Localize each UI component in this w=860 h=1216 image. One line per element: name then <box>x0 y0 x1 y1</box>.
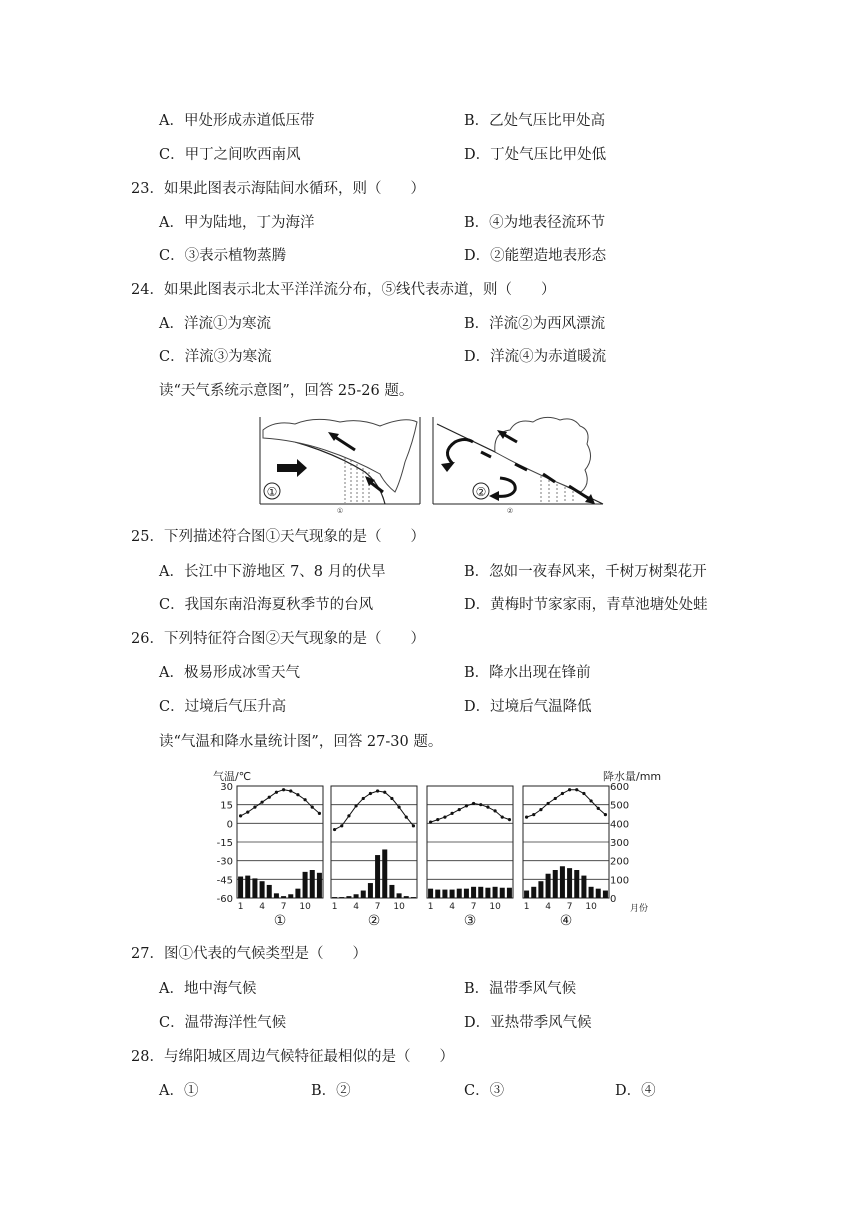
precipitation-bar <box>581 876 586 898</box>
month-tick-label: 10 <box>489 902 501 912</box>
precipitation-axis-title: 降水量/mm <box>603 770 662 783</box>
month-tick-label: 10 <box>585 902 597 912</box>
temperature-point <box>554 797 557 800</box>
q25-option-d: D．黄梅时节家家雨，青草池塘处处蛙 <box>464 597 708 613</box>
precipitation-tick-label: 300 <box>610 838 630 849</box>
temperature-point <box>376 789 379 792</box>
q28-stem: 28．与绵阳城区周边气候特征最相似的是（ ） <box>131 1049 454 1065</box>
temperature-point <box>354 804 357 807</box>
precipitation-bar <box>252 878 257 898</box>
q25-option-c: C．我国东南沿海夏秋季节的台风 <box>159 597 374 613</box>
temperature-point <box>436 818 439 821</box>
cloud-mass-1 <box>263 419 417 492</box>
precipitation-bar <box>404 896 409 898</box>
temperature-point <box>604 813 607 816</box>
precipitation-tick-label: 500 <box>610 800 630 812</box>
precipitation-bar <box>500 888 505 898</box>
q28-option-a: A．① <box>159 1083 199 1099</box>
temperature-point <box>525 816 528 819</box>
temperature-point <box>486 806 489 809</box>
q22-option-a: A．甲处形成赤道低压带 <box>159 113 315 129</box>
q28-option-d: D．④ <box>615 1083 656 1099</box>
month-tick-label: 1 <box>427 902 434 912</box>
panel-label: ① <box>273 913 287 929</box>
temperature-point <box>253 806 256 809</box>
weather-label-2: ② <box>475 485 487 499</box>
precipitation-bar <box>346 896 351 898</box>
q22-option-c: C．甲丁之间吹西南风 <box>159 147 301 163</box>
weather-panel-1 <box>260 417 420 515</box>
temperature-tick-label: -15 <box>216 838 233 849</box>
q22-option-d: D．丁处气压比甲处低 <box>464 147 607 163</box>
q23-option-a: A．甲为陆地，丁为海洋 <box>159 215 315 231</box>
month-tick-label: 1 <box>331 902 338 912</box>
q25-option-a: A．长江中下游地区 7、8 月的伏旱 <box>159 564 386 580</box>
q22-option-b: B．乙处气压比甲处高 <box>464 113 606 129</box>
precipitation-bar <box>560 866 565 898</box>
q26-option-a: A．极易形成冰雪天气 <box>159 665 300 681</box>
month-tick-label: 4 <box>353 902 359 912</box>
precipitation-bar <box>361 891 366 898</box>
precipitation-tick-label: 100 <box>610 875 630 887</box>
month-tick-label: 7 <box>566 902 573 912</box>
month-unit-label: 月份 <box>630 904 649 914</box>
q23-option-b: B．④为地表径流环节 <box>464 215 606 231</box>
month-tick-label: 1 <box>237 902 244 912</box>
month-tick-label: 10 <box>393 902 405 912</box>
precipitation-bar <box>245 876 250 898</box>
precipitation-bar <box>435 890 440 898</box>
q26-stem: 26．下列特征符合图②天气现象的是（ ） <box>131 631 425 647</box>
precipitation-bar <box>428 889 433 898</box>
temperature-point <box>390 797 393 800</box>
temperature-point <box>311 806 314 809</box>
temperature-point <box>450 812 453 815</box>
month-tick-label: 4 <box>259 902 265 912</box>
temperature-point <box>429 820 432 823</box>
wind-arrow-icon <box>277 459 307 477</box>
temperature-point <box>239 814 242 817</box>
precipitation-bar <box>464 889 469 898</box>
precipitation-bar <box>596 889 601 898</box>
temperature-point <box>268 796 271 799</box>
precipitation-axis <box>610 782 629 905</box>
precipitation-bar <box>303 872 308 898</box>
temperature-point <box>465 804 468 807</box>
month-tick-label: 1 <box>523 902 530 912</box>
q27-option-b: B．温带季风气候 <box>464 981 577 997</box>
temperature-point <box>303 798 306 801</box>
temperature-tick-label: 15 <box>220 800 233 812</box>
temperature-point <box>472 802 475 805</box>
q24-option-d: D．洋流④为赤道暖流 <box>464 349 607 365</box>
temperature-tick-label: -30 <box>216 856 233 868</box>
panel-label: ③ <box>463 913 477 929</box>
precipitation-bar <box>546 874 551 898</box>
precipitation-bar <box>450 890 455 898</box>
precipitation-bar <box>332 897 337 898</box>
precipitation-bar <box>538 881 543 898</box>
temperature-tick-label: 30 <box>220 782 233 793</box>
q25-option-b: B．忽如一夜春风来，千树万树梨花开 <box>464 564 707 580</box>
precipitation-tick-label: 0 <box>610 894 617 905</box>
q28-option-b: B．② <box>311 1083 351 1099</box>
temperature-point <box>546 802 549 805</box>
intro-25-26: 读“天气系统示意图”，回答 25-26 题。 <box>159 383 414 399</box>
temperature-point <box>296 793 299 796</box>
temperature-point <box>479 803 482 806</box>
precipitation-bar <box>281 896 286 898</box>
intro-27-30: 读“气温和降水量统计图”，回答 27-30 题。 <box>159 734 443 750</box>
temperature-tick-label: -45 <box>216 875 233 887</box>
weather-caption-2: ② <box>506 507 514 515</box>
temperature-tick-label: -60 <box>216 894 233 905</box>
precipitation-bar <box>339 897 344 898</box>
precipitation-bar <box>603 891 608 898</box>
precipitation-bar <box>442 890 447 898</box>
q27-option-c: C．温带海洋性气候 <box>159 1015 287 1031</box>
precipitation-bar <box>389 885 394 898</box>
q27-stem: 27．图①代表的气候类型是（ ） <box>131 946 367 962</box>
q28-option-c: C．③ <box>464 1083 505 1099</box>
precipitation-bar <box>274 893 279 898</box>
precipitation-bar <box>397 893 402 898</box>
temperature-point <box>508 818 511 821</box>
precipitation-bar <box>267 885 272 898</box>
climate-panel <box>237 786 323 929</box>
q26-option-b: B．降水出现在锋前 <box>464 665 591 681</box>
precipitation-bar <box>382 849 387 898</box>
temperature-point <box>347 814 350 817</box>
q24-option-a: A．洋流①为寒流 <box>159 316 271 332</box>
month-tick-label: 7 <box>374 902 381 912</box>
temperature-point <box>405 816 408 819</box>
weather-label-1: ① <box>266 485 278 499</box>
temperature-point <box>282 788 285 791</box>
temperature-point <box>597 807 600 810</box>
precipitation-bar <box>478 887 483 898</box>
precipitation-bar <box>457 889 462 898</box>
q24-stem: 24．如果此图表示北太平洋洋流分布，⑤线代表赤道，则（ ） <box>131 282 556 298</box>
q23-option-d: D．②能塑造地表形态 <box>464 248 607 264</box>
q25-stem: 25．下列描述符合图①天气现象的是（ ） <box>131 529 425 545</box>
precipitation-bar <box>354 894 359 898</box>
precipitation-bar <box>411 897 416 898</box>
weather-system-figure <box>255 412 605 516</box>
precipitation-bar <box>375 855 380 898</box>
precipitation-tick-label: 400 <box>610 819 630 831</box>
temperature-point <box>582 792 585 795</box>
precipitation-tick-label: 600 <box>610 782 630 793</box>
temperature-point <box>501 816 504 819</box>
precipitation-bar <box>567 868 572 898</box>
precipitation-bar <box>295 889 300 898</box>
q27-option-d: D．亚热带季风气候 <box>464 1015 592 1031</box>
month-tick-label: 4 <box>449 902 455 912</box>
weather-caption-1: ① <box>336 507 344 515</box>
temperature-point <box>532 813 535 816</box>
temperature-point <box>275 791 278 794</box>
precipitation-bar <box>553 870 558 898</box>
temperature-point <box>539 808 542 811</box>
climate-panel <box>427 786 513 929</box>
temperature-point <box>458 808 461 811</box>
temperature-point <box>246 811 249 814</box>
temperature-axis-title: 气温/℃ <box>213 770 252 783</box>
climate-panel <box>331 786 417 929</box>
temperature-point <box>289 789 292 792</box>
panel-label: ④ <box>559 913 573 929</box>
temperature-point <box>561 792 564 795</box>
precipitation-bar <box>524 891 529 898</box>
temperature-point <box>412 824 415 827</box>
temperature-point <box>383 791 386 794</box>
climate-panel <box>523 786 609 929</box>
temperature-tick-label: 0 <box>226 819 233 831</box>
q23-stem: 23．如果此图表示海陆间水循环，则（ ） <box>131 181 425 197</box>
q24-option-b: B．洋流②为西风漂流 <box>464 316 606 332</box>
q24-option-c: C．洋流③为寒流 <box>159 349 272 365</box>
temperature-point <box>575 788 578 791</box>
month-tick-label: 4 <box>545 902 551 912</box>
temperature-point <box>260 801 263 804</box>
precipitation-bar <box>310 870 315 898</box>
precipitation-bar <box>368 883 373 898</box>
precipitation-bar <box>260 881 265 898</box>
precipitation-bar <box>238 877 243 898</box>
precipitation-bar <box>317 873 322 898</box>
precipitation-bar <box>493 887 498 898</box>
precipitation-bar <box>288 894 293 898</box>
q26-option-c: C．过境后气压升高 <box>159 699 287 715</box>
temperature-point <box>333 828 336 831</box>
month-tick-label: 10 <box>299 902 311 912</box>
month-tick-label: 7 <box>280 902 287 912</box>
temperature-axis <box>217 782 233 905</box>
precipitation-bar <box>574 870 579 898</box>
temperature-point <box>369 792 372 795</box>
month-tick-label: 7 <box>470 902 477 912</box>
temperature-point <box>443 816 446 819</box>
precipitation-bar <box>485 888 490 898</box>
climate-chart <box>205 766 675 930</box>
temperature-point <box>568 788 571 791</box>
weather-panel-2 <box>433 417 603 515</box>
precipitation-bar <box>531 887 536 898</box>
temperature-point <box>397 806 400 809</box>
precipitation-tick-label: 200 <box>610 856 630 868</box>
q26-option-d: D．过境后气温降低 <box>464 699 592 715</box>
precipitation-bar <box>507 888 512 898</box>
precipitation-bar <box>589 887 594 898</box>
temperature-point <box>589 799 592 802</box>
temperature-point <box>493 809 496 812</box>
q23-option-c: C．③表示植物蒸腾 <box>159 248 287 264</box>
precipitation-bar <box>471 887 476 898</box>
panel-label: ② <box>367 913 381 929</box>
temperature-point <box>318 812 321 815</box>
temperature-point <box>340 824 343 827</box>
temperature-point <box>362 797 365 800</box>
q27-option-a: A．地中海气候 <box>159 981 257 997</box>
